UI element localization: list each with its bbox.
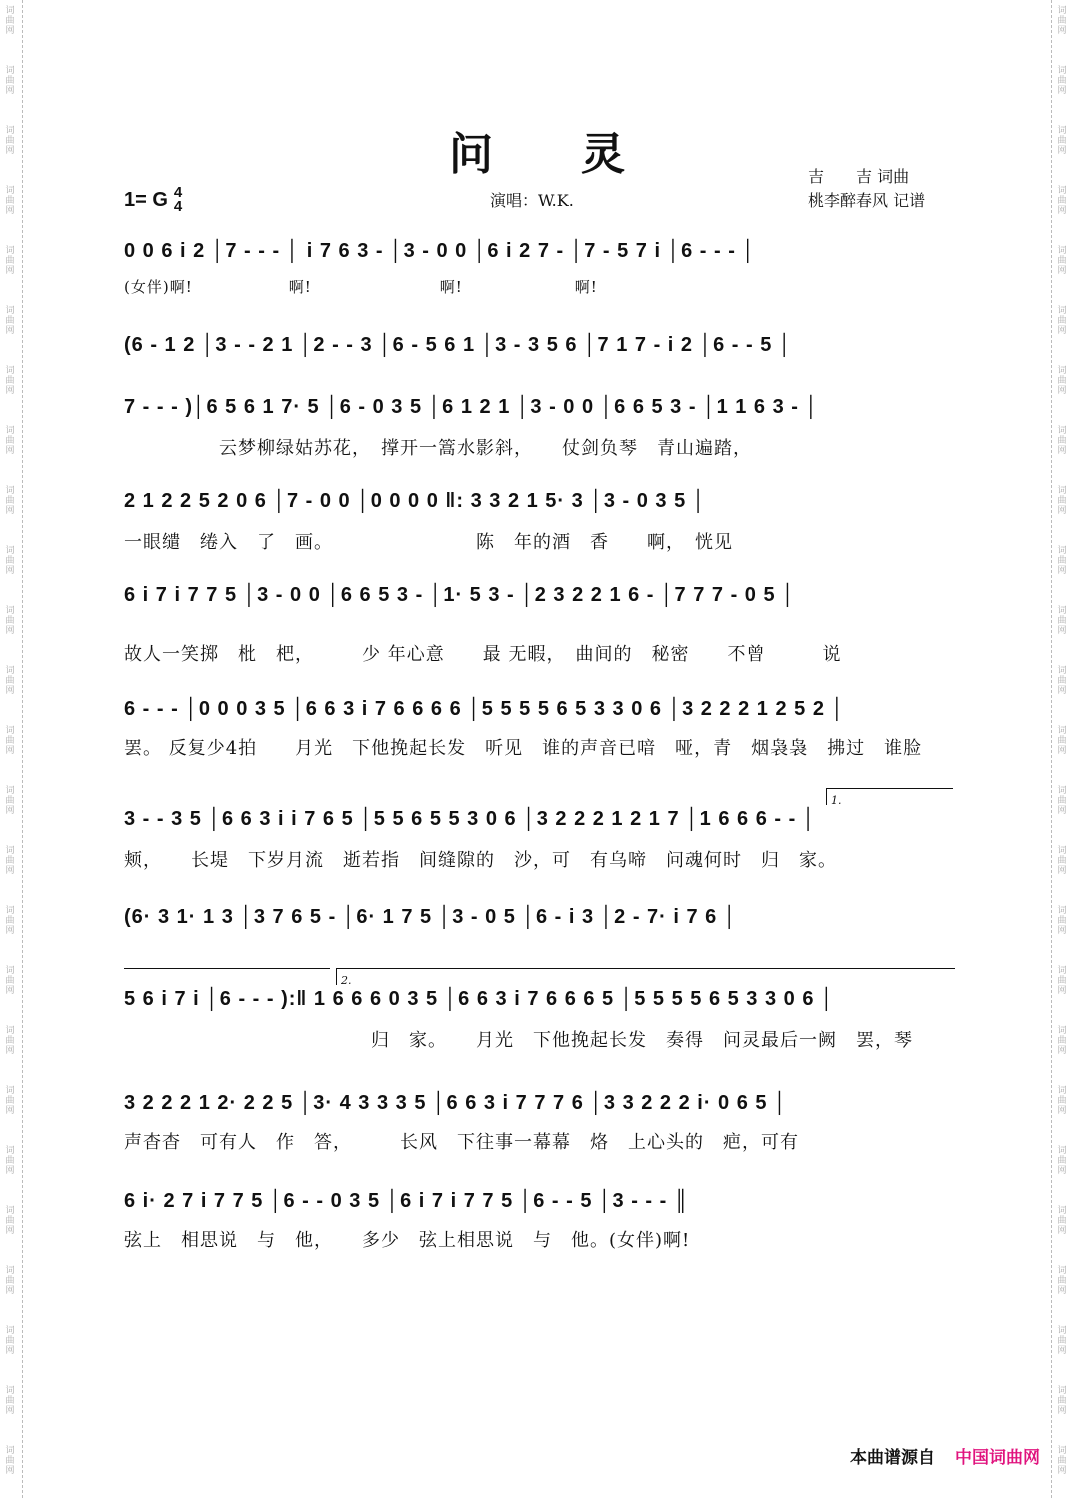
notation-line: (6 - 1 2 │3 - - 2 1 │2 - - 3 │6 - 5 6 1 │3 - 3 5 6 │7 1 7 - i 2 │6 - - 5 │ xyxy=(124,334,793,356)
singer-label: 演唱：W.K. xyxy=(490,191,574,210)
margin-watermark: 词 曲 网 xyxy=(1057,726,1067,756)
margin-watermark: 词 曲 网 xyxy=(5,1026,15,1056)
margin-watermark: 词 曲 网 xyxy=(1057,606,1067,636)
notation-line: 7 - - - )│6 5 6 1 7· 5 │6 - 0 3 5 │6 1 2 1 │3 - 0 0 │6 6 5 3 - │1 1 6 3 - │ xyxy=(124,396,820,418)
repeat-bracket xyxy=(124,968,330,985)
margin-watermark: 词 曲 网 xyxy=(5,606,15,636)
transcriber-credit: 桃李醉春风 记谱 xyxy=(808,191,926,210)
left-margin-strip xyxy=(0,0,23,1498)
source-prefix: 本曲谱源自 xyxy=(850,1448,935,1468)
first-ending-bracket: 1. xyxy=(826,788,953,805)
margin-watermark: 词 曲 网 xyxy=(1057,1386,1067,1416)
source-footer xyxy=(850,1443,1040,1468)
margin-watermark: 词 曲 网 xyxy=(5,1446,15,1476)
song-title: 问 灵 xyxy=(449,129,625,180)
margin-watermark: 词 曲 网 xyxy=(5,906,15,936)
source-link[interactable]: 中国词曲网 xyxy=(955,1448,1040,1468)
margin-watermark: 词 曲 网 xyxy=(1057,6,1067,36)
margin-watermark: 词 曲 网 xyxy=(1057,66,1067,96)
margin-watermark: 词 曲 网 xyxy=(5,126,15,156)
margin-watermark: 词 曲 网 xyxy=(5,1086,15,1116)
margin-watermark: 词 曲 网 xyxy=(5,726,15,756)
margin-watermark: 词 曲 网 xyxy=(1057,126,1067,156)
margin-watermark: 词 曲 网 xyxy=(1057,846,1067,876)
lyric-line: 罢。 反复少4拍 月光 下他挽起长发 听见 谁的声音已喑 哑，青 烟袅袅 拂过 谁脸 xyxy=(124,738,923,759)
margin-watermark: 词 曲 网 xyxy=(5,666,15,696)
margin-watermark: 词 曲 网 xyxy=(5,1146,15,1176)
notation-line: 2 1 2 2 5 2 0 6 │7 - 0 0 │0 0 0 0 ‖: 3 3 2 1 5· 3 │3 - 0 3 5 │ xyxy=(124,490,707,512)
margin-watermark: 词 曲 网 xyxy=(5,1386,15,1416)
lyric-line: 归 家。 月光 下他挽起长发 奏得 问灵最后一阙 罢，琴 xyxy=(124,1030,913,1051)
time-denominator: 4 xyxy=(173,198,183,215)
margin-watermark: 词 曲 网 xyxy=(5,306,15,336)
notation-line: 5 6 i 7 i │6 - - - ):‖ 1 6 6 6 0 3 5 │6 6 3 i 7 6 6 6 5 │5 5 5 5 6 5 3 3 0 6 │ xyxy=(124,988,835,1010)
lyric-line: 一眼缱 绻入 了 画。 陈 年的酒 香 啊， 恍见 xyxy=(124,532,733,553)
lyric-line: 故人一笑掷 枇 杷， 少 年心意 最 无暇， 曲间的 秘密 不曾 说 xyxy=(124,644,842,665)
margin-watermark: 词 曲 网 xyxy=(1057,1266,1067,1296)
margin-watermark: 词 曲 网 xyxy=(1057,1206,1067,1236)
margin-watermark: 词 曲 网 xyxy=(5,1326,15,1356)
notation-line: 3 - - 3 5 │6 6 3 i i 7 6 5 │5 5 6 5 5 3 0 6 │3 2 2 2 1 2 1 7 │1 6 6 6 - - │ xyxy=(124,808,817,830)
notation-line: 3 2 2 2 1 2· 2 2 5 │3· 4 3 3 3 5 │6 6 3 i 7 7 7 6 │3 3 2 2 2 i· 0 6 5 │ xyxy=(124,1092,788,1114)
margin-watermark: 词 曲 网 xyxy=(1057,1146,1067,1176)
margin-watermark: 词 曲 网 xyxy=(1057,306,1067,336)
margin-watermark: 词 曲 网 xyxy=(5,6,15,36)
key-signature xyxy=(124,186,182,214)
margin-watermark: 词 曲 网 xyxy=(5,546,15,576)
notation-line: (6· 3 1· 1 3 │3 7 6 5 - │6· 1 7 5 │3 - 0 5 │6 - i 3 │2 - 7· i 7 6 │ xyxy=(124,906,738,928)
margin-watermark: 词 曲 网 xyxy=(5,1266,15,1296)
second-ending-bracket: 2. xyxy=(336,968,955,985)
margin-watermark: 词 曲 网 xyxy=(1057,426,1067,456)
key-label: 1= G xyxy=(124,188,168,211)
time-signature xyxy=(174,186,182,214)
lyric-line: 颊， 长堤 下岁月流 逝若指 间缝隙的 沙，可 有乌啼 问魂何时 归 家。 xyxy=(124,850,837,871)
notation-line: 6 i 7 i 7 7 5 │3 - 0 0 │6 6 5 3 - │1· 5 3 - │2 3 2 2 1 6 - │7 7 7 - 0 5 │ xyxy=(124,584,796,606)
margin-watermark: 词 曲 网 xyxy=(1057,1026,1067,1056)
margin-watermark: 词 曲 网 xyxy=(5,1206,15,1236)
margin-watermark: 词 曲 网 xyxy=(1057,366,1067,396)
notation-line: 6 - - - │0 0 0 3 5 │6 6 3 i 7 6 6 6 6 │5 5 5 5 6 5 3 3 0 6 │3 2 2 2 1 2 5 2 │ xyxy=(124,698,846,720)
margin-watermark: 词 曲 网 xyxy=(1057,546,1067,576)
margin-watermark: 词 曲 网 xyxy=(5,366,15,396)
margin-watermark: 词 曲 网 xyxy=(5,846,15,876)
right-margin-strip xyxy=(1051,0,1074,1498)
lyric-line: 声杳杳 可有人 作 答， 长风 下往事一幕幕 烙 上心头的 疤，可有 xyxy=(124,1132,799,1153)
margin-watermark: 词 曲 网 xyxy=(1057,786,1067,816)
margin-watermark: 词 曲 网 xyxy=(5,246,15,276)
margin-watermark: 词 曲 网 xyxy=(1057,666,1067,696)
margin-watermark: 词 曲 网 xyxy=(5,786,15,816)
lyric-line: (女伴)啊! 啊! 啊! 啊! xyxy=(124,278,598,296)
margin-watermark: 词 曲 网 xyxy=(5,186,15,216)
margin-watermark: 词 曲 网 xyxy=(5,966,15,996)
time-numerator: 4 xyxy=(173,184,183,201)
margin-watermark: 词 曲 网 xyxy=(5,486,15,516)
margin-watermark: 词 曲 网 xyxy=(1057,486,1067,516)
margin-watermark: 词 曲 网 xyxy=(5,66,15,96)
notation-line: 6 i· 2 7 i 7 7 5 │6 - - 0 3 5 │6 i 7 i 7 7 5 │6 - - 5 │3 - - - ║ xyxy=(124,1190,690,1212)
notation-line: 0 0 6 i 2 │7 - - - │ i 7 6 3 - │3 - 0 0 │6 i 2 7 - │7 - 5 7 i │6 - - - │ xyxy=(124,240,756,262)
lyric-line: 云梦柳绿姑苏花， 撑开一篙水影斜， 仗剑负琴 青山遍踏， xyxy=(124,438,752,459)
lyric-line: 弦上 相思说 与 他， 多少 弦上相思说 与 他。(女伴)啊! xyxy=(124,1230,691,1251)
margin-watermark: 词 曲 网 xyxy=(5,426,15,456)
composer-credit: 吉 吉 词曲 xyxy=(808,167,910,186)
margin-watermark: 词 曲 网 xyxy=(1057,966,1067,996)
margin-watermark: 词 曲 网 xyxy=(1057,246,1067,276)
margin-watermark: 词 曲 网 xyxy=(1057,186,1067,216)
margin-watermark: 词 曲 网 xyxy=(1057,906,1067,936)
margin-watermark: 词 曲 网 xyxy=(1057,1446,1067,1476)
margin-watermark: 词 曲 网 xyxy=(1057,1086,1067,1116)
margin-watermark: 词 曲 网 xyxy=(1057,1326,1067,1356)
